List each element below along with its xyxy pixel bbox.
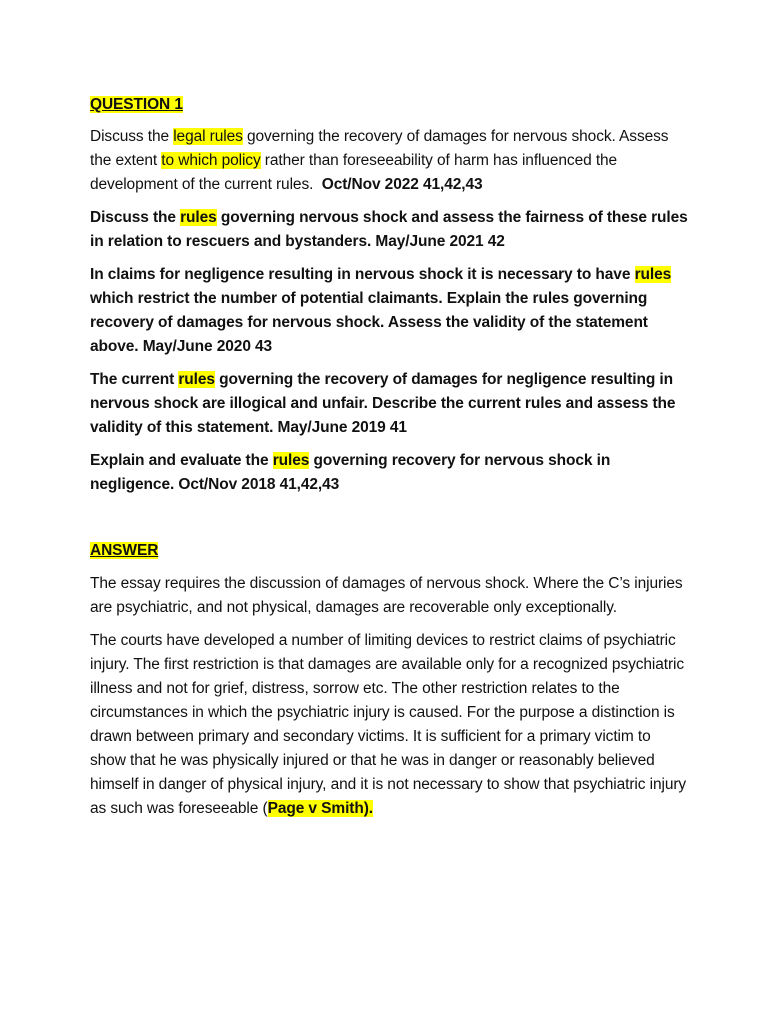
highlight-to-which-policy: to which policy: [161, 152, 261, 169]
highlight-legal-rules: legal rules: [173, 128, 243, 145]
exam-reference: Oct/Nov 2022 41,42,43: [321, 176, 483, 193]
question-3-text: In claims for negligence resulting in nervous shock it is necessary to have rules which restrict the number of potential claimants. Explain the rules governing recovery of damages for nervous shock. Assess the validity of the statement above. May/June 2020 43: [90, 266, 672, 355]
question-heading: QUESTION 1: [90, 96, 183, 113]
answer-paragraph-2: The courts have developed a number of limiting devices to restrict claims of psychiatric injury. The first restriction is that damages are available only for a recognized psychiatric illness and not for grief, distress, sorrow etc. The other restriction relates to the circumstances in which the psychiatric injury is caused. For the purpose a distinction is drawn between primary and secondary victims. It is sufficient for a primary victim to show that he was physically injured or that he was in danger or reasonably believed himself in danger of physical injury, and it is not necessary to show that psychiatric injury as such was foreseeable (Page v Smith).: [90, 632, 687, 817]
highlight-rules: rules: [272, 452, 310, 469]
case-citation: Page v Smith).: [267, 800, 373, 817]
highlight-rules: rules: [634, 266, 672, 283]
document-content: [90, 93, 690, 830]
question-4-text: The current rules governing the recovery of damages for negligence resulting in nervous shock are illogical and unfair. Describe the current rules and assess the validity of this statement. May/June 2019 41: [90, 371, 676, 436]
question-5-text: Explain and evaluate the rules governing recovery for nervous shock in negligence. Oct/Nov 2018 41,42,43: [90, 452, 611, 493]
highlight-rules: rules: [180, 209, 217, 226]
answer-paragraph-1: The essay requires the discussion of damages of nervous shock. Where the C’s injuries are psychiatric, and not physical, damages are recoverable only exceptionally.: [90, 575, 683, 616]
question-1-text: Discuss the legal rules governing the recovery of damages for nervous shock. Assess the extent to which policy rather than foreseeability of harm has influenced the development of the current rules. Oct/Nov 2022 41,42,43: [90, 128, 669, 193]
answer-heading: ANSWER: [90, 542, 159, 559]
question-2-text: Discuss the rules governing nervous shock and assess the fairness of these rules in relation to rescuers and bystanders. May/June 2021 42: [90, 209, 688, 250]
highlight-rules: rules: [178, 371, 215, 388]
